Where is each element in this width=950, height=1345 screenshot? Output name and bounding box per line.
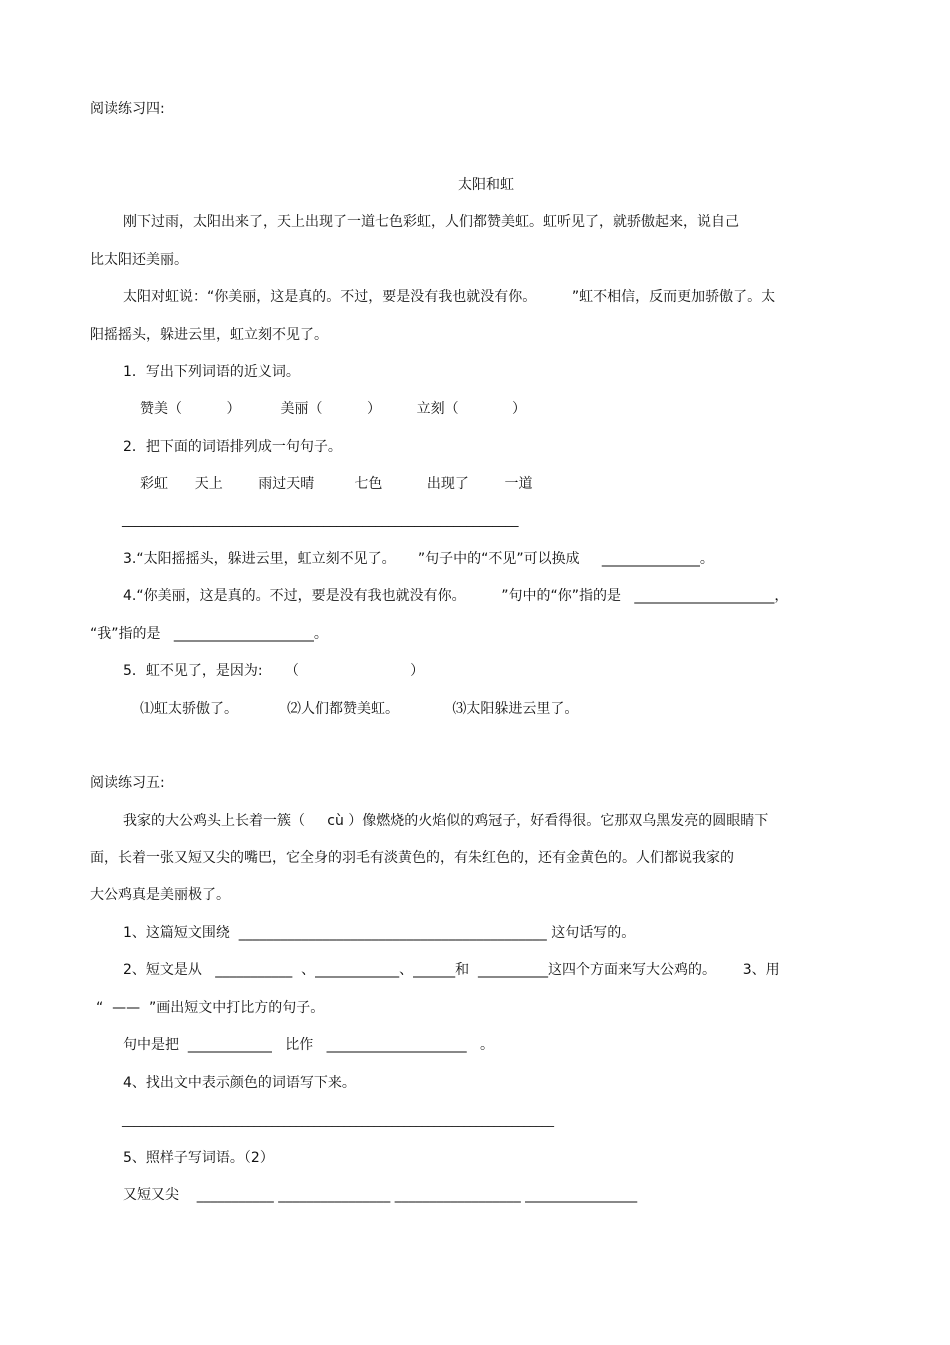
- question-4: 4、找出文中表示颜色的词语写下来。: [123, 1075, 356, 1091]
- paragraph-line: 刚下过雨，太阳出来了，天上出现了一道七色彩虹，人们都赞美虹。虹听见了，就骄傲起来，说自己: [123, 214, 739, 230]
- paragraph-line: 大公鸡真是美丽极了。: [90, 887, 230, 903]
- paragraph-line: 比太阳还美丽。: [90, 252, 188, 268]
- section-heading: 阅读练习五:: [90, 775, 165, 791]
- question-2: 2、短文是从 ___________ 、____________、______和 __________这四个方面来写大公鸡的。 3、用: [123, 962, 780, 978]
- question-1-words: 赞美（ ） 美丽（ ） 立刻（ ）: [140, 401, 527, 417]
- question-3: “ —— ”画出短文中打比方的句子。: [96, 1000, 325, 1016]
- answer-line: ________________________________________________________________________: [122, 1113, 554, 1127]
- question-3: 3.“太阳摇摇头，躲进云里，虹立刻不见了。 ”句子中的“不见”可以换成 ______________。: [123, 551, 714, 567]
- question-3-fill: 句中是把 ____________ 比作 ____________________ 。: [123, 1037, 494, 1053]
- question-5-answer: 又短又尖 ___________ ________________ __________________ ________________: [123, 1187, 638, 1203]
- question-2: 2．把下面的词语排列成一句句子。: [123, 439, 342, 455]
- question-4: 4.“你美丽，这是真的。不过，要是没有我也就没有你。 ”句中的“你”指的是 ____________________，: [123, 588, 789, 604]
- paragraph-line: 阳摇摇头，躲进云里，虹立刻不见了。: [90, 327, 328, 343]
- question-1: 1．写出下列词语的近义词。: [123, 364, 300, 380]
- paragraph-line: 面，长着一张又短又尖的嘴巴，它全身的羽毛有淡黄色的，有朱红色的，还有金黄色的。人们都说我家的: [90, 850, 734, 866]
- section-heading: 阅读练习四:: [90, 101, 165, 117]
- answer-line: _____________________________________________________________: [122, 513, 519, 528]
- passage-title: 太阳和虹: [458, 177, 514, 193]
- question-2-words: 彩虹 天上 雨过天晴 七色 出现了 一道: [140, 476, 533, 492]
- question-4-cont: “我”指的是 ____________________。: [90, 626, 328, 642]
- question-5: 5、照样子写词语。（2）: [123, 1150, 274, 1166]
- question-1: 1、这篇短文围绕 ____________________________________________ 这句话写的。: [123, 925, 636, 941]
- paragraph-line: 我家的大公鸡头上长着一簇（ cù ）像燃烧的火焰似的鸡冠子，好看得很。它那双乌黑发亮的圆眼睛下: [123, 813, 769, 829]
- paragraph-line: 太阳对虹说：“你美丽，这是真的。不过，要是没有我也就没有你。 ”虹不相信，反而更加骄傲了。太: [123, 289, 776, 305]
- question-5: 5．虹不见了，是因为: （ ）: [123, 663, 425, 679]
- question-5-options: ⑴虹太骄傲了。 ⑵人们都赞美虹。 ⑶太阳躲进云里了。: [140, 701, 579, 717]
